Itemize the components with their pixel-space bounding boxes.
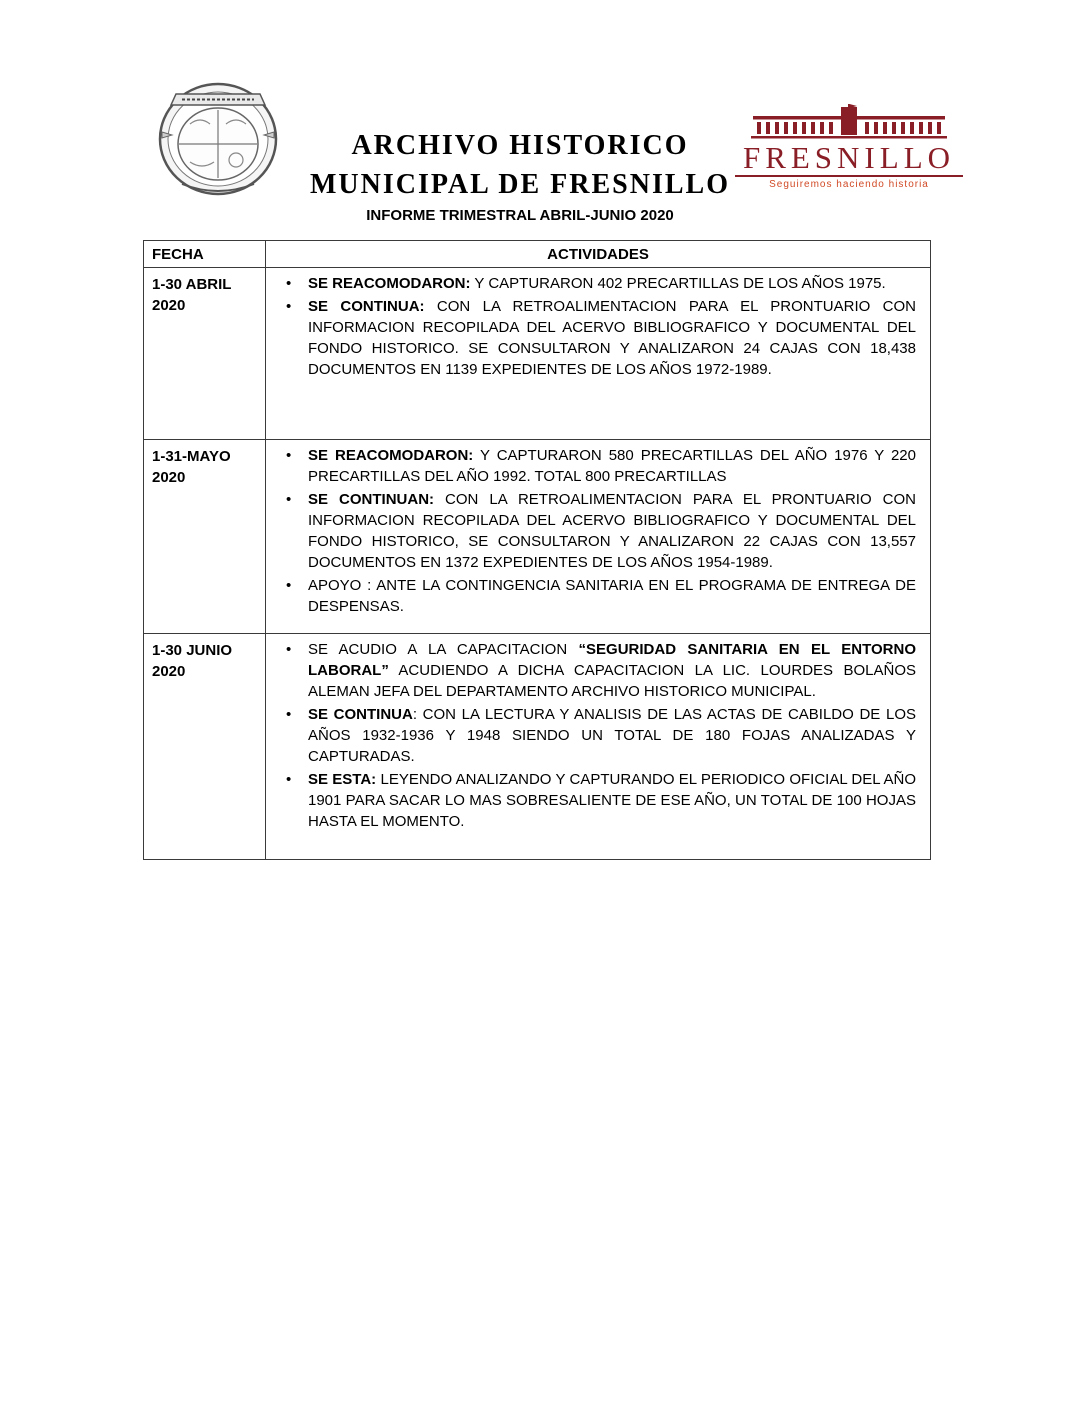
document-header xyxy=(305,126,735,224)
table-row xyxy=(144,440,931,634)
actividades-cell xyxy=(266,634,931,860)
activity-list xyxy=(278,273,916,380)
activity-item xyxy=(278,769,916,832)
activity-text-bold: SE CONTINUAN: xyxy=(308,491,435,508)
title-line-1: ARCHIVO HISTORICO xyxy=(351,130,689,161)
activity-item xyxy=(278,489,916,573)
seal-icon xyxy=(148,72,288,202)
activity-text-bold: SE CONTINUA xyxy=(308,706,413,723)
activity-item xyxy=(278,445,916,487)
table-row xyxy=(144,268,931,440)
col-header-fecha: FECHA xyxy=(144,241,266,268)
fresnillo-tagline: Seguiremos haciendo historia xyxy=(769,179,929,190)
actividades-cell xyxy=(266,268,931,440)
table-row xyxy=(144,634,931,860)
activity-text-bold: SE CONTINUA: xyxy=(308,298,425,315)
building-icon xyxy=(739,104,959,142)
municipal-seal-logo xyxy=(148,72,288,202)
header-row xyxy=(144,241,931,268)
title-line-2: MUNICIPAL DE FRESNILLO xyxy=(310,169,730,200)
fresnillo-rule xyxy=(735,175,963,177)
actividades-cell xyxy=(266,440,931,634)
activity-item xyxy=(278,273,916,294)
activity-text: Y CAPTURARON 402 PRECARTILLAS DE LOS AÑOS 1975. xyxy=(470,275,886,292)
report-table-body xyxy=(144,268,931,860)
activity-text: LEYENDO ANALIZANDO Y CAPTURANDO EL PERIODICO OFICIAL DEL AÑO 1901 PARA SACAR LO MAS SOBRESALIENTE DE ESE AÑO, UN TOTAL DE 100 HOJAS HASTA EL MOMENTO. xyxy=(308,771,916,830)
activity-list xyxy=(278,445,916,617)
activity-item xyxy=(278,704,916,767)
activity-text: : CON LA LECTURA Y ANALISIS DE LAS ACTAS DE CABILDO DE LOS AÑOS 1932-1936 Y 1948 SIENDO UN TOTAL DE 180 FOJAS ANALIZADAS Y CAPTURADAS. xyxy=(308,706,916,765)
activity-text-bold: SE REACOMODARON: xyxy=(308,447,474,464)
activity-text: CON LA RETROALIMENTACION PARA EL PRONTUARIO CON INFORMACION RECOPILADA DEL ACERVO BIBLIOGRAFICO Y DOCUMENTAL DEL FONDO HISTORICO, SE CONSULTARON Y ANALIZARON 22 CAJAS CON 13,557 DOCUMENTOS EN 1372 EXPEDIENTES DE LOS AÑOS 1954-1989. xyxy=(308,491,916,571)
activity-text-bold: SE ESTA: xyxy=(308,771,377,788)
fecha-cell: 1-30 JUNIO 2020 xyxy=(144,634,266,860)
fresnillo-wordmark: FRESNILLO xyxy=(742,140,956,175)
activity-item xyxy=(278,639,916,702)
fecha-cell: 1-30 ABRIL 2020 xyxy=(144,268,266,440)
activity-text-bold: “SEGURIDAD SANITARIA EN EL ENTORNO LABORAL” xyxy=(308,641,917,679)
activity-item xyxy=(278,296,916,380)
activity-list xyxy=(278,639,916,832)
activity-text-bold: SE REACOMODARON: xyxy=(308,275,471,292)
report-table xyxy=(143,240,931,860)
fecha-cell: 1-31-MAYO 2020 xyxy=(144,440,266,634)
activity-text: CON LA RETROALIMENTACION PARA EL PRONTUARIO CON INFORMACION RECOPILADA DEL ACERVO BIBLIOGRAFICO Y DOCUMENTAL DEL FONDO HISTORICO. SE CONSULTARON Y ANALIZARON 24 CAJAS CON 18,438 DOCUMENTOS EN 1139 EXPEDIENTES DE LOS AÑOS 1972-1989. xyxy=(308,298,916,378)
fresnillo-logo xyxy=(733,104,965,190)
report-table-head xyxy=(144,241,931,268)
activity-text: SE ACUDIO A LA CAPACITACION xyxy=(308,641,579,658)
activity-text: APOYO : ANTE LA CONTINGENCIA SANITARIA EN EL PROGRAMA DE ENTREGA DE DESPENSAS. xyxy=(308,577,916,615)
report-subtitle: INFORME TRIMESTRAL ABRIL-JUNIO 2020 xyxy=(366,207,674,224)
activity-item xyxy=(278,575,916,617)
activity-text: ACUDIENDO A DICHA CAPACITACION LA LIC. LOURDES BOLAÑOS ALEMAN JEFA DEL DEPARTAMENTO ARCHIVO HISTORICO MUNICIPAL. xyxy=(308,662,916,700)
col-header-actividades: ACTIVIDADES xyxy=(266,241,931,268)
activity-text: Y CAPTURARON 580 PRECARTILLAS DEL AÑO 1976 Y 220 PRECARTILLAS DEL AÑO 1992. TOTAL 800 PRECARTILLAS xyxy=(308,447,916,485)
